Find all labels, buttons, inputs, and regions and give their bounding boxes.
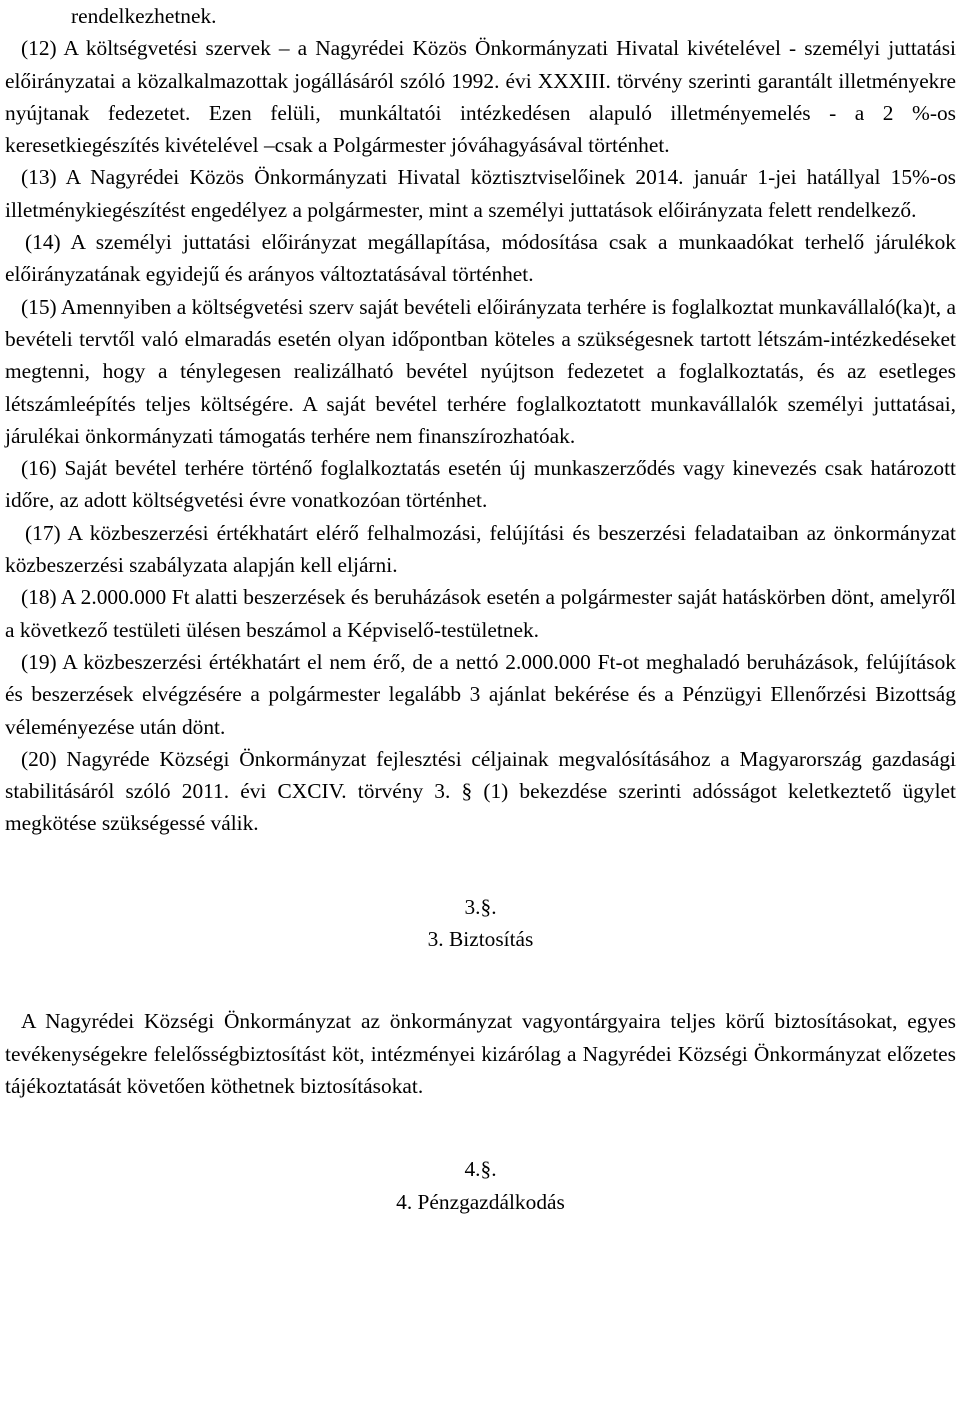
document-page [5, 0, 956, 1218]
paragraph-18: (18) A 2.000.000 Ft alatti beszerzések és beruházások esetén a polgármester saját hatáskörben dönt, amelyről a következő testületi ülésen beszámol a Képviselő-testületnek. [5, 585, 956, 642]
section-3 [5, 891, 956, 1102]
paragraph-15: (15) Amennyiben a költségvetési szerv saját bevételi előirányzata terhére is foglalkoztat munkavállaló(ka)t, a bevételi tervtől való elmaradás esetén olyan időpontban köteles a szükségesnek tartott létszám-intézkedéseket megtenni, hogy a ténylegesen realizálható bevétel nyújtson fedezetet a foglalkoztatás, és az esetleges létszámleépítés teljes költségére. A saját bevétel terhére foglalkoztatott munkavállalók személyi juttatásai, járulékai önkormányzati támogatás terhére nem finanszírozhatóak. [5, 294, 956, 448]
paragraph-12: (12) A költségvetési szervek – a Nagyrédei Közös Önkormányzati Hivatal kivételével - személyi juttatási előirányzatai a közalkalmazottak jogállásáról szóló 1992. évi XXXIII. törvény szerinti garantált illetményekre nyújtanak fedezetet. Ezen felüli, munkáltatói intézkedésen alapuló illetményemelés - a 2 %-os keresetkiegészítés kivételével –csak a Polgármester jóváhagyásával történhet. [5, 36, 956, 158]
spacer [5, 840, 956, 891]
spacer [5, 1102, 956, 1153]
section-4-number: 4.§. [464, 1157, 497, 1182]
paragraph-20: (20) Nagyréde Községi Önkormányzat fejlesztési céljainak megvalósításához a Magyarország gazdasági stabilitásáról szóló 2011. évi CXCIV. törvény 3. § (1) bekezdése szerinti adósságot keletkeztető ügylet megkötése szükségessé válik. [5, 746, 956, 836]
section-3-number: 3.§. [464, 894, 497, 919]
section-3-text: A Nagyrédei Községi Önkormányzat az önkormányzat vagyontárgyaira teljes körű biztosításokat, egyes tevékenységekre felelősségbiztosítást köt, intézményei kizárólag a Nagyrédei Községi Önkormányzat előzetes tájékoztatását követően köthetnek biztosításokat. [5, 1009, 956, 1098]
paragraph-17: (17) A közbeszerzési értékhatárt elérő felhalmozási, felújítási és beszerzési feladataiban az önkormányzat közbeszerzési szabályzata alapján kell eljárni. [5, 520, 956, 578]
paragraph-19: (19) A közbeszerzési értékhatárt el nem érő, de a nettó 2.000.000 Ft-ot meghaladó beruházások, felújítások és beszerzések elvégzésére a polgármester legalább 3 ajánlat bekérése és a Pénzügyi Ellenőrzési Bizottság véleményezése után dönt. [5, 649, 956, 739]
section-3-title: 3. Biztosítás [427, 927, 534, 952]
paragraph-continuation: rendelkezhetnek. [71, 4, 217, 28]
paragraph-14: (14) A személyi juttatási előirányzat megállapítása, módosítása csak a munkaadókat terhelő járulékok előirányzatának egyidejű és arányos változtatásával történhet. [5, 230, 956, 287]
section-4 [5, 1153, 956, 1218]
paragraph-13: (13) A Nagyrédei Közös Önkormányzati Hivatal köztisztviselőinek 2014. január 1-jei hatállyal 15%-os illetménykiegészítést engedélyez a polgármester, mint a személyi juttatások előirányzata felett rendelkező. [5, 165, 956, 222]
section-4-title: 4. Pénzgazdálkodás [396, 1189, 565, 1214]
paragraph-16: (16) Saját bevétel terhére történő foglalkoztatás esetén új munkaszerződés vagy kinevezés csak határozott időre, az adott költségvetési évre vonatkozóan történhet. [5, 456, 956, 513]
spacer [5, 955, 956, 1005]
